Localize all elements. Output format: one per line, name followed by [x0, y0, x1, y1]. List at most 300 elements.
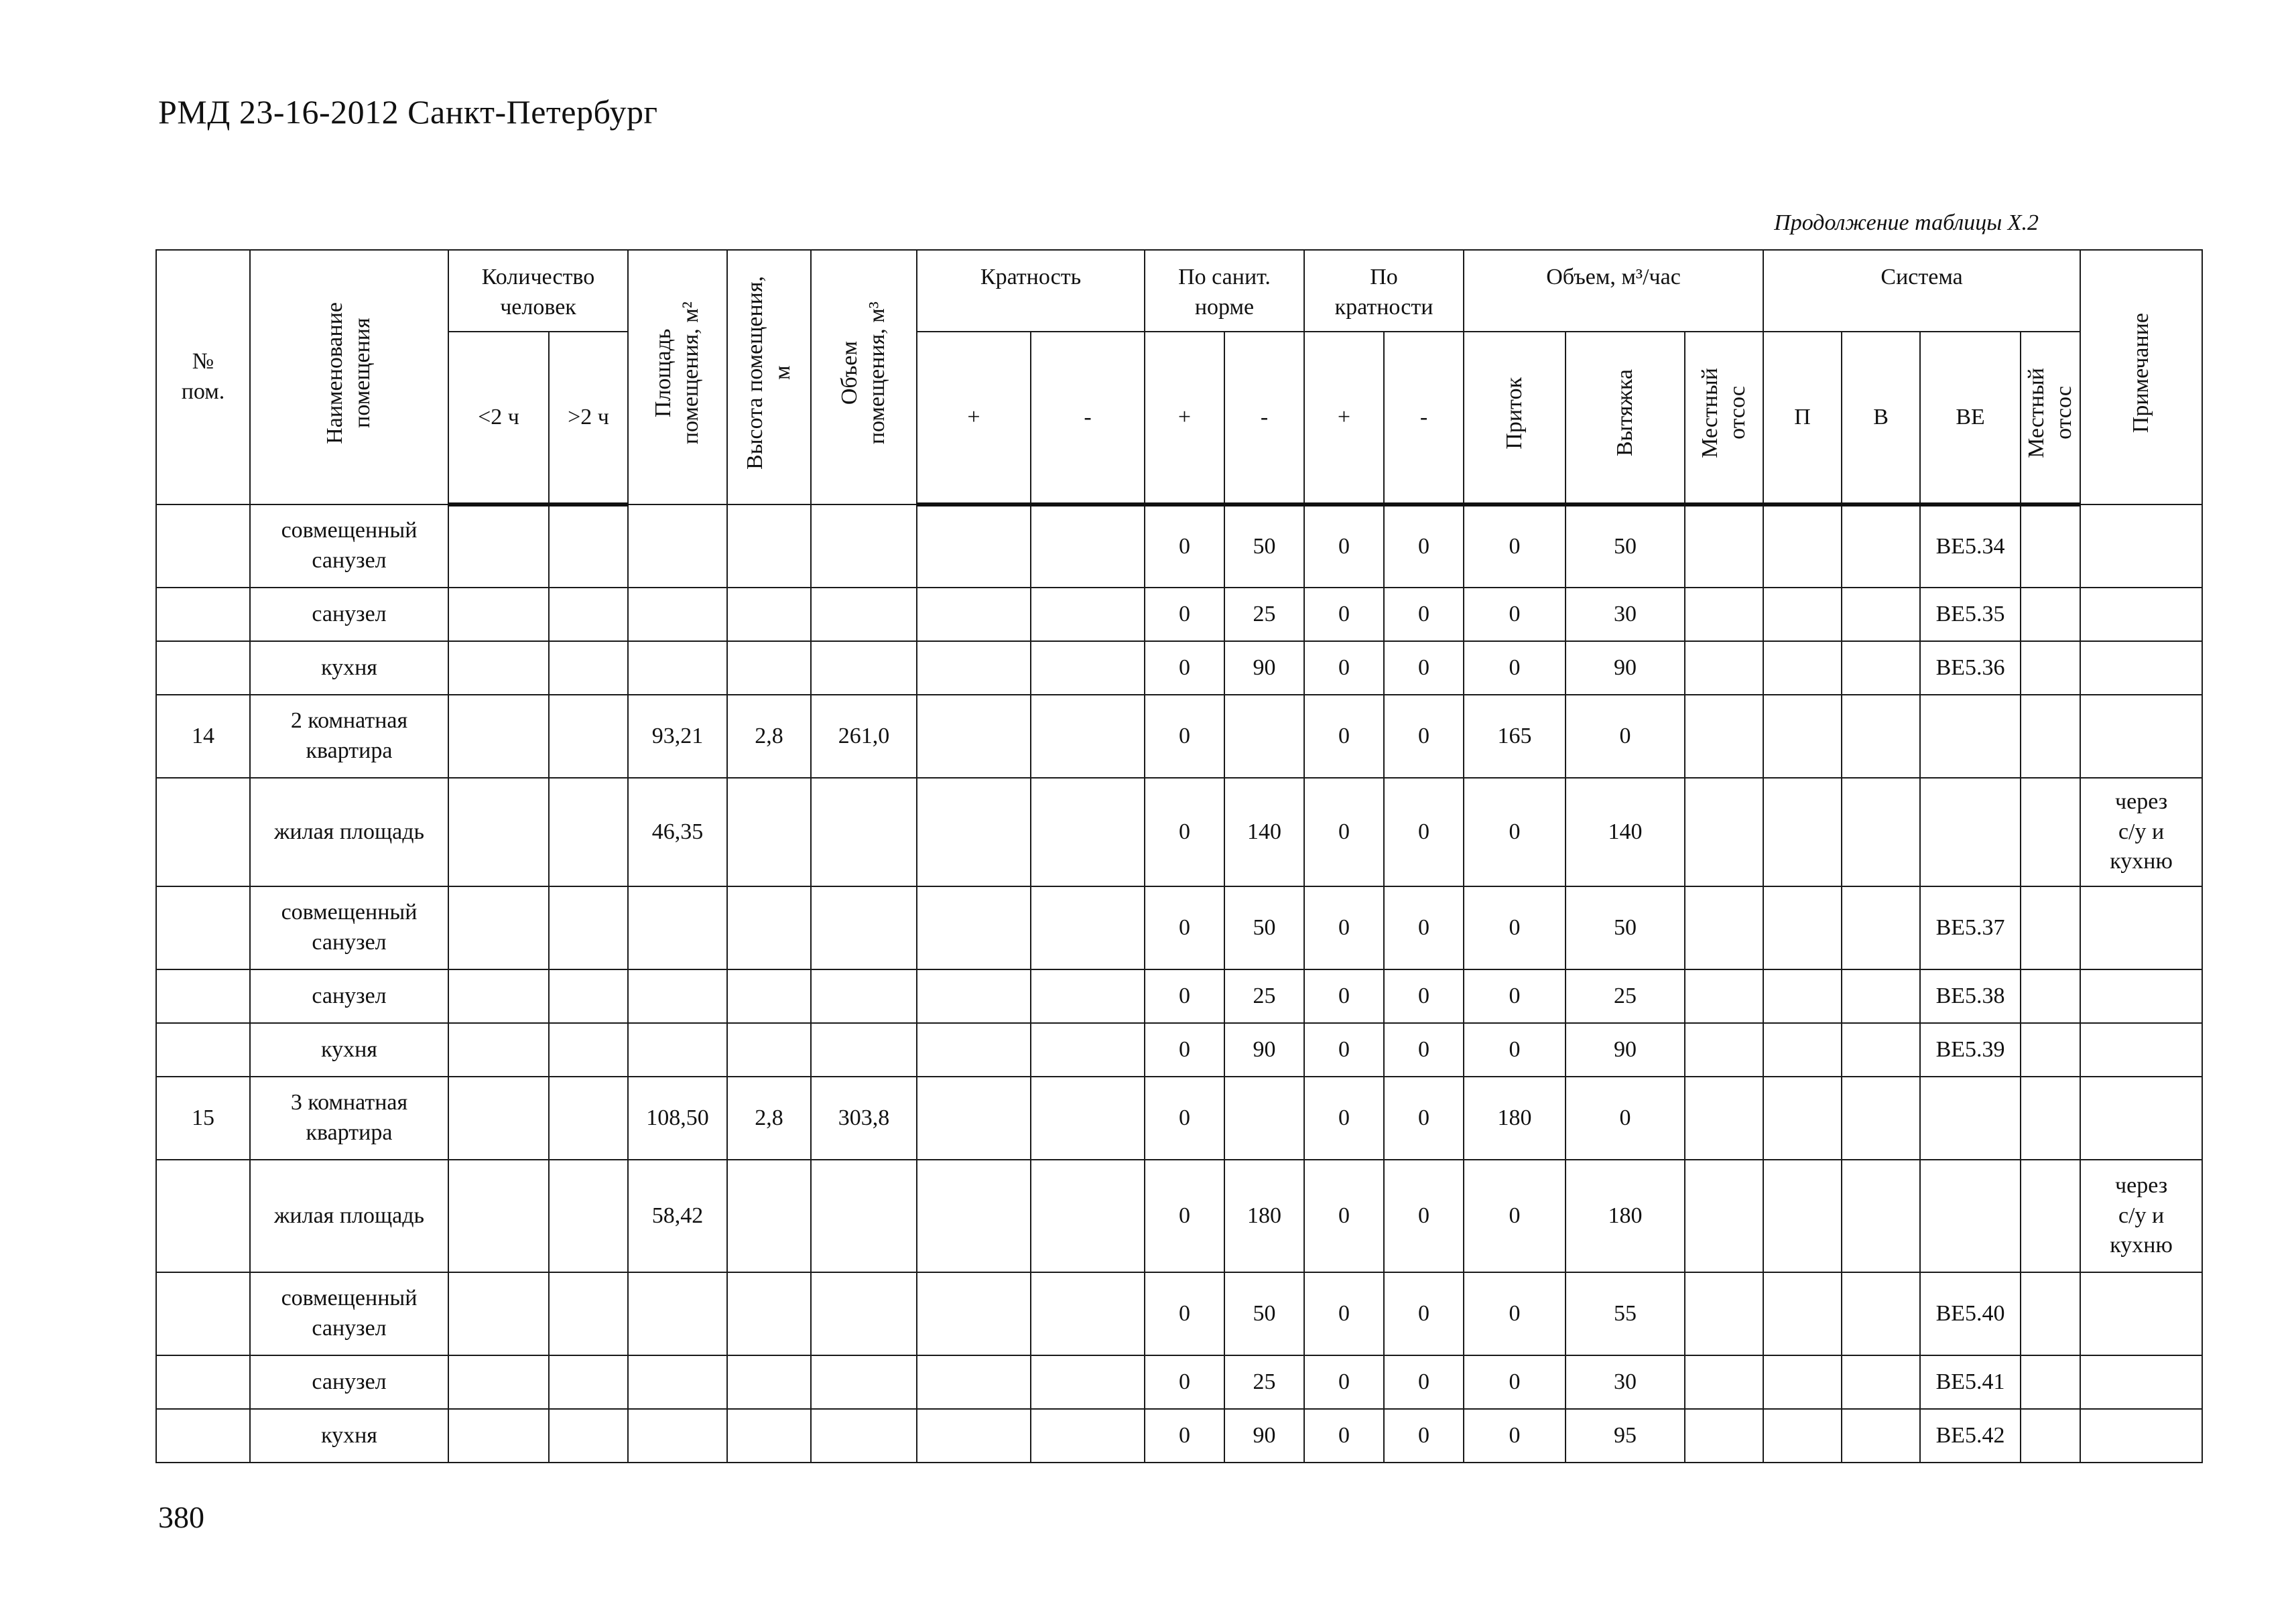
cell-san-minus: 25 — [1224, 969, 1304, 1023]
cell-sys-v — [1842, 641, 1920, 695]
cell-sys-local — [2021, 1160, 2080, 1272]
table-row — [156, 695, 2202, 778]
cell-sys-ve: ВЕ5.40 — [1920, 1272, 2021, 1355]
cell-byrate-minus: 0 — [1384, 778, 1464, 886]
cell-sys-local — [2021, 1409, 2080, 1463]
cell-people-lt2 — [448, 969, 549, 1023]
cell-san-plus: 0 — [1145, 969, 1224, 1023]
cell-san-plus: 0 — [1145, 1409, 1224, 1463]
cell-byrate-minus: 0 — [1384, 1077, 1464, 1160]
table-row — [156, 886, 2202, 969]
table-row — [156, 504, 2202, 588]
cell-no — [156, 1272, 250, 1355]
cell-name: кухня — [250, 1409, 448, 1463]
cell-byrate-plus: 0 — [1304, 695, 1384, 778]
cell-sys-local — [2021, 1023, 2080, 1077]
cell-sys-v — [1842, 695, 1920, 778]
cell-height — [727, 588, 811, 641]
cell-san-minus: 180 — [1224, 1160, 1304, 1272]
cell-sys-ve: ВЕ5.36 — [1920, 641, 2021, 695]
col-rate-header: Кратность — [917, 250, 1145, 332]
cell-rate-minus — [1031, 1272, 1145, 1355]
cell-name: санузел — [250, 1355, 448, 1409]
cell-volume — [811, 1355, 917, 1409]
cell-name: 3 комнатная квартира — [250, 1077, 448, 1160]
table-row — [156, 641, 2202, 695]
cell-local-exhaust — [1685, 504, 1763, 588]
col-rate-minus-header: - — [1031, 332, 1145, 504]
table-row — [156, 1272, 2202, 1355]
col-supply-header: Приток — [1464, 332, 1566, 504]
cell-exhaust: 0 — [1566, 695, 1685, 778]
cell-area: 46,35 — [628, 778, 727, 886]
cell-exhaust: 90 — [1566, 1023, 1685, 1077]
cell-sys-v — [1842, 504, 1920, 588]
cell-exhaust: 25 — [1566, 969, 1685, 1023]
cell-people-lt2 — [448, 1077, 549, 1160]
cell-area — [628, 504, 727, 588]
cell-supply: 0 — [1464, 1355, 1566, 1409]
cell-sys-local — [2021, 695, 2080, 778]
cell-area — [628, 1355, 727, 1409]
cell-sys-ve: ВЕ5.34 — [1920, 504, 2021, 588]
cell-note — [2080, 1077, 2202, 1160]
cell-byrate-plus: 0 — [1304, 504, 1384, 588]
col-system-header: Система — [1763, 250, 2080, 332]
cell-people-gt2 — [549, 504, 628, 588]
cell-sys-local — [2021, 969, 2080, 1023]
cell-sys-p — [1763, 641, 1842, 695]
cell-name: совмещенный санузел — [250, 504, 448, 588]
col-height-header: Высота помещения, м — [727, 250, 811, 504]
cell-note — [2080, 504, 2202, 588]
cell-sys-ve: ВЕ5.37 — [1920, 886, 2021, 969]
cell-area — [628, 1023, 727, 1077]
cell-people-gt2 — [549, 1160, 628, 1272]
cell-note — [2080, 641, 2202, 695]
cell-height — [727, 778, 811, 886]
cell-san-plus: 0 — [1145, 1077, 1224, 1160]
table-row — [156, 1160, 2202, 1272]
cell-byrate-minus: 0 — [1384, 1355, 1464, 1409]
cell-byrate-minus: 0 — [1384, 1409, 1464, 1463]
cell-sys-local — [2021, 1355, 2080, 1409]
col-rate-plus-header: + — [917, 332, 1031, 504]
table-row — [156, 1023, 2202, 1077]
cell-rate-minus — [1031, 1355, 1145, 1409]
cell-sys-p — [1763, 886, 1842, 969]
cell-local-exhaust — [1685, 1272, 1763, 1355]
cell-people-gt2 — [549, 1409, 628, 1463]
cell-rate-plus — [917, 886, 1031, 969]
cell-no — [156, 1355, 250, 1409]
cell-rate-plus — [917, 969, 1031, 1023]
cell-area — [628, 641, 727, 695]
cell-height — [727, 969, 811, 1023]
table-row — [156, 778, 2202, 886]
cell-volume — [811, 504, 917, 588]
cell-note — [2080, 886, 2202, 969]
cell-no — [156, 886, 250, 969]
cell-volume — [811, 1160, 917, 1272]
cell-supply: 180 — [1464, 1077, 1566, 1160]
cell-height: 2,8 — [727, 695, 811, 778]
cell-name: 2 комнатная квартира — [250, 695, 448, 778]
cell-note — [2080, 1409, 2202, 1463]
cell-byrate-plus: 0 — [1304, 1272, 1384, 1355]
cell-sys-v — [1842, 1409, 1920, 1463]
cell-sys-v — [1842, 969, 1920, 1023]
cell-sys-ve — [1920, 1077, 2021, 1160]
cell-name: кухня — [250, 641, 448, 695]
cell-san-minus: 50 — [1224, 886, 1304, 969]
cell-sys-v — [1842, 886, 1920, 969]
table-row — [156, 1409, 2202, 1463]
cell-sys-v — [1842, 1023, 1920, 1077]
cell-san-minus — [1224, 1077, 1304, 1160]
cell-people-gt2 — [549, 1023, 628, 1077]
col-people-gt2-header: >2 ч — [549, 332, 628, 504]
cell-exhaust: 140 — [1566, 778, 1685, 886]
cell-name: кухня — [250, 1023, 448, 1077]
cell-no: 14 — [156, 695, 250, 778]
cell-exhaust: 50 — [1566, 504, 1685, 588]
cell-byrate-minus: 0 — [1384, 1160, 1464, 1272]
cell-name: жилая площадь — [250, 1160, 448, 1272]
cell-supply: 0 — [1464, 588, 1566, 641]
cell-sys-local — [2021, 778, 2080, 886]
cell-local-exhaust — [1685, 778, 1763, 886]
cell-rate-plus — [917, 588, 1031, 641]
cell-sys-local — [2021, 1272, 2080, 1355]
cell-local-exhaust — [1685, 588, 1763, 641]
cell-rate-minus — [1031, 1160, 1145, 1272]
cell-local-exhaust — [1685, 641, 1763, 695]
cell-people-lt2 — [448, 1355, 549, 1409]
cell-san-plus: 0 — [1145, 504, 1224, 588]
cell-san-plus: 0 — [1145, 1023, 1224, 1077]
cell-local-exhaust — [1685, 1023, 1763, 1077]
cell-sys-ve: ВЕ5.42 — [1920, 1409, 2021, 1463]
cell-sys-ve — [1920, 778, 2021, 886]
cell-san-minus: 50 — [1224, 504, 1304, 588]
cell-local-exhaust — [1685, 886, 1763, 969]
cell-sys-v — [1842, 1077, 1920, 1160]
col-byrate-plus-header: + — [1304, 332, 1384, 504]
cell-byrate-plus: 0 — [1304, 588, 1384, 641]
cell-sys-ve: ВЕ5.38 — [1920, 969, 2021, 1023]
cell-sys-v — [1842, 1272, 1920, 1355]
cell-height — [727, 1272, 811, 1355]
cell-people-gt2 — [549, 1355, 628, 1409]
cell-no — [156, 778, 250, 886]
cell-rate-plus — [917, 1409, 1031, 1463]
cell-volume — [811, 588, 917, 641]
cell-local-exhaust — [1685, 1409, 1763, 1463]
cell-sys-local — [2021, 886, 2080, 969]
cell-rate-minus — [1031, 641, 1145, 695]
cell-area — [628, 1409, 727, 1463]
cell-people-gt2 — [549, 969, 628, 1023]
cell-sys-p — [1763, 695, 1842, 778]
col-people-header: Количество человек — [448, 250, 628, 332]
cell-rate-plus — [917, 1077, 1031, 1160]
cell-sys-v — [1842, 1160, 1920, 1272]
cell-people-gt2 — [549, 588, 628, 641]
cell-volume — [811, 1272, 917, 1355]
cell-area — [628, 969, 727, 1023]
table-body — [156, 504, 2202, 1463]
cell-rate-minus — [1031, 1409, 1145, 1463]
cell-volume: 303,8 — [811, 1077, 917, 1160]
cell-supply: 0 — [1464, 641, 1566, 695]
cell-san-plus: 0 — [1145, 695, 1224, 778]
cell-supply: 0 — [1464, 504, 1566, 588]
cell-supply: 0 — [1464, 886, 1566, 969]
col-by-rate-header: По кратности — [1304, 250, 1464, 332]
cell-san-minus: 90 — [1224, 1023, 1304, 1077]
cell-rate-minus — [1031, 588, 1145, 641]
cell-note: через с/у и кухню — [2080, 778, 2202, 886]
cell-area: 58,42 — [628, 1160, 727, 1272]
cell-people-gt2 — [549, 1272, 628, 1355]
cell-people-lt2 — [448, 1272, 549, 1355]
cell-height — [727, 1160, 811, 1272]
col-exhaust-header: Вытяжка — [1566, 332, 1685, 504]
cell-people-lt2 — [448, 695, 549, 778]
cell-people-gt2 — [549, 695, 628, 778]
cell-name: санузел — [250, 588, 448, 641]
cell-people-lt2 — [448, 1409, 549, 1463]
cell-name: санузел — [250, 969, 448, 1023]
cell-people-gt2 — [549, 641, 628, 695]
cell-note — [2080, 588, 2202, 641]
cell-supply: 165 — [1464, 695, 1566, 778]
cell-san-plus: 0 — [1145, 1272, 1224, 1355]
cell-height: 2,8 — [727, 1077, 811, 1160]
cell-name: совмещенный санузел — [250, 1272, 448, 1355]
cell-san-plus: 0 — [1145, 886, 1224, 969]
col-sys-local-header: Местный отсос — [2021, 332, 2080, 504]
cell-people-lt2 — [448, 504, 549, 588]
cell-rate-minus — [1031, 695, 1145, 778]
cell-sys-p — [1763, 504, 1842, 588]
cell-sys-local — [2021, 504, 2080, 588]
cell-no — [156, 969, 250, 1023]
col-name-header: Наименование помещения — [250, 250, 448, 504]
cell-rate-plus — [917, 1355, 1031, 1409]
cell-sys-p — [1763, 969, 1842, 1023]
cell-exhaust: 55 — [1566, 1272, 1685, 1355]
cell-byrate-plus: 0 — [1304, 969, 1384, 1023]
col-byrate-minus-header: - — [1384, 332, 1464, 504]
cell-sys-p — [1763, 588, 1842, 641]
cell-volume — [811, 778, 917, 886]
cell-sys-v — [1842, 588, 1920, 641]
table-row — [156, 969, 2202, 1023]
cell-rate-minus — [1031, 969, 1145, 1023]
cell-sys-p — [1763, 778, 1842, 886]
cell-rate-minus — [1031, 886, 1145, 969]
cell-san-plus: 0 — [1145, 1160, 1224, 1272]
col-people-lt2-header: <2 ч — [448, 332, 549, 504]
cell-byrate-minus: 0 — [1384, 886, 1464, 969]
cell-note — [2080, 1023, 2202, 1077]
table-row — [156, 1355, 2202, 1409]
cell-exhaust: 180 — [1566, 1160, 1685, 1272]
cell-san-minus: 25 — [1224, 1355, 1304, 1409]
cell-volume — [811, 886, 917, 969]
cell-byrate-plus: 0 — [1304, 886, 1384, 969]
cell-height — [727, 1409, 811, 1463]
col-san-norm-header: По санит. норме — [1145, 250, 1304, 332]
cell-local-exhaust — [1685, 969, 1763, 1023]
cell-sys-v — [1842, 1355, 1920, 1409]
table-header — [156, 250, 2202, 504]
cell-byrate-minus: 0 — [1384, 641, 1464, 695]
cell-supply: 0 — [1464, 969, 1566, 1023]
cell-sys-p — [1763, 1160, 1842, 1272]
cell-no — [156, 641, 250, 695]
cell-local-exhaust — [1685, 1355, 1763, 1409]
cell-san-minus: 90 — [1224, 641, 1304, 695]
cell-exhaust: 30 — [1566, 1355, 1685, 1409]
cell-people-gt2 — [549, 886, 628, 969]
cell-volume: 261,0 — [811, 695, 917, 778]
cell-rate-minus — [1031, 1077, 1145, 1160]
cell-byrate-plus: 0 — [1304, 1160, 1384, 1272]
table-row — [156, 588, 2202, 641]
ventilation-table — [155, 249, 2203, 1463]
cell-sys-v — [1842, 778, 1920, 886]
cell-people-lt2 — [448, 778, 549, 886]
cell-sys-p — [1763, 1272, 1842, 1355]
cell-local-exhaust — [1685, 1077, 1763, 1160]
cell-sys-ve: ВЕ5.35 — [1920, 588, 2021, 641]
cell-san-minus: 140 — [1224, 778, 1304, 886]
cell-sys-ve: ВЕ5.41 — [1920, 1355, 2021, 1409]
cell-rate-minus — [1031, 1023, 1145, 1077]
cell-san-plus: 0 — [1145, 641, 1224, 695]
cell-area — [628, 1272, 727, 1355]
cell-sys-p — [1763, 1409, 1842, 1463]
cell-rate-plus — [917, 1023, 1031, 1077]
cell-people-gt2 — [549, 778, 628, 886]
cell-byrate-plus: 0 — [1304, 1077, 1384, 1160]
page-number: 380 — [158, 1500, 204, 1534]
cell-people-gt2 — [549, 1077, 628, 1160]
cell-height — [727, 1355, 811, 1409]
cell-sys-ve — [1920, 695, 2021, 778]
cell-san-minus: 50 — [1224, 1272, 1304, 1355]
cell-sys-local — [2021, 641, 2080, 695]
table-continuation-caption: Продолжение таблицы Х.2 — [1774, 210, 2039, 235]
col-no-header: № пом. — [156, 250, 250, 504]
cell-people-lt2 — [448, 1023, 549, 1077]
cell-rate-plus — [917, 1160, 1031, 1272]
cell-byrate-minus: 0 — [1384, 1272, 1464, 1355]
cell-byrate-minus: 0 — [1384, 588, 1464, 641]
cell-exhaust: 90 — [1566, 641, 1685, 695]
cell-no — [156, 504, 250, 588]
col-note-header: Примечание — [2080, 250, 2202, 504]
cell-height — [727, 886, 811, 969]
cell-height — [727, 504, 811, 588]
cell-san-plus: 0 — [1145, 588, 1224, 641]
cell-no: 15 — [156, 1077, 250, 1160]
cell-sys-p — [1763, 1023, 1842, 1077]
cell-supply: 0 — [1464, 1160, 1566, 1272]
cell-supply: 0 — [1464, 1023, 1566, 1077]
cell-rate-plus — [917, 778, 1031, 886]
cell-area — [628, 588, 727, 641]
cell-volume — [811, 641, 917, 695]
cell-note — [2080, 969, 2202, 1023]
cell-rate-plus — [917, 1272, 1031, 1355]
cell-san-plus: 0 — [1145, 1355, 1224, 1409]
cell-height — [727, 1023, 811, 1077]
table-row — [156, 1077, 2202, 1160]
cell-exhaust: 30 — [1566, 588, 1685, 641]
cell-san-minus: 90 — [1224, 1409, 1304, 1463]
cell-rate-plus — [917, 504, 1031, 588]
cell-name: совмещенный санузел — [250, 886, 448, 969]
cell-sys-local — [2021, 588, 2080, 641]
cell-sys-local — [2021, 1077, 2080, 1160]
cell-rate-plus — [917, 641, 1031, 695]
cell-supply: 0 — [1464, 1272, 1566, 1355]
col-san-minus-header: - — [1224, 332, 1304, 504]
cell-rate-plus — [917, 695, 1031, 778]
cell-height — [727, 641, 811, 695]
cell-no — [156, 1409, 250, 1463]
cell-byrate-plus: 0 — [1304, 1023, 1384, 1077]
cell-no — [156, 1023, 250, 1077]
cell-supply: 0 — [1464, 1409, 1566, 1463]
cell-name: жилая площадь — [250, 778, 448, 886]
cell-sys-p — [1763, 1077, 1842, 1160]
cell-people-lt2 — [448, 886, 549, 969]
col-sys-ve-header: ВЕ — [1920, 332, 2021, 504]
col-local-exhaust-header: Местный отсос — [1685, 332, 1763, 504]
cell-volume — [811, 969, 917, 1023]
cell-local-exhaust — [1685, 1160, 1763, 1272]
cell-byrate-plus: 0 — [1304, 1355, 1384, 1409]
cell-local-exhaust — [1685, 695, 1763, 778]
col-flow-header: Объем, м³/час — [1464, 250, 1763, 332]
cell-san-plus: 0 — [1145, 778, 1224, 886]
cell-area — [628, 886, 727, 969]
cell-note — [2080, 1355, 2202, 1409]
cell-byrate-plus: 0 — [1304, 641, 1384, 695]
col-area-header: Площадь помещения, м² — [628, 250, 727, 504]
cell-byrate-minus: 0 — [1384, 504, 1464, 588]
cell-exhaust: 50 — [1566, 886, 1685, 969]
cell-byrate-minus: 0 — [1384, 695, 1464, 778]
cell-people-lt2 — [448, 588, 549, 641]
cell-exhaust: 0 — [1566, 1077, 1685, 1160]
cell-san-minus — [1224, 695, 1304, 778]
cell-san-minus: 25 — [1224, 588, 1304, 641]
cell-supply: 0 — [1464, 778, 1566, 886]
cell-area: 108,50 — [628, 1077, 727, 1160]
cell-note — [2080, 1272, 2202, 1355]
document-title: РМД 23-16-2012 Санкт-Петербург — [158, 93, 658, 131]
cell-rate-minus — [1031, 504, 1145, 588]
cell-no — [156, 1160, 250, 1272]
cell-byrate-minus: 0 — [1384, 1023, 1464, 1077]
col-volume-header: Объем помещения, м³ — [811, 250, 917, 504]
